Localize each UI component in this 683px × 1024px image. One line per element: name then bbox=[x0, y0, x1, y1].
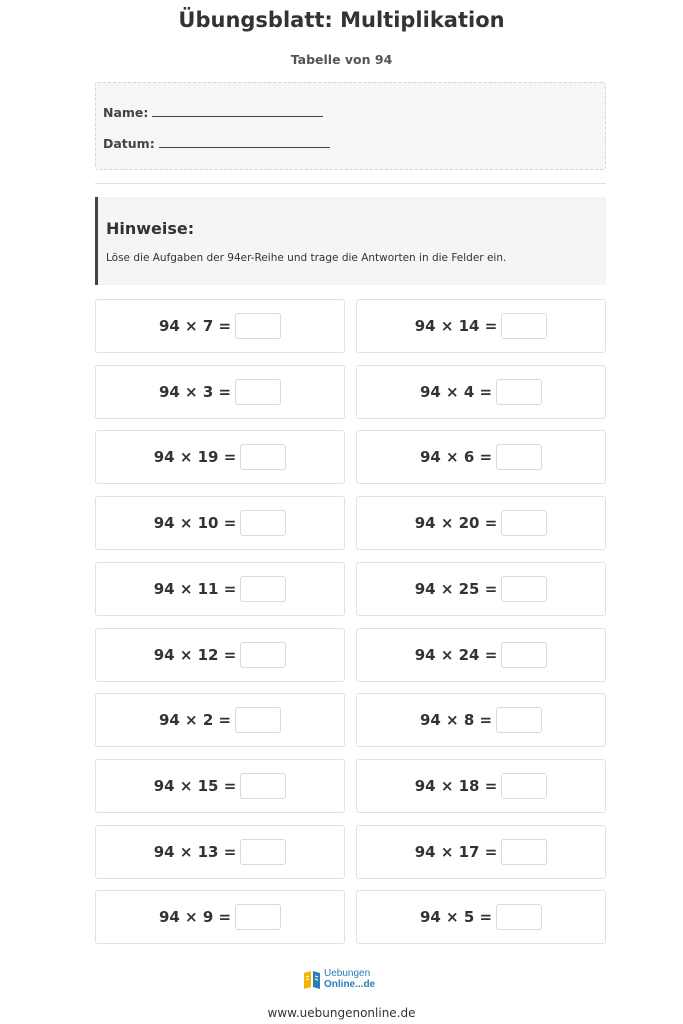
problem-expression: 94 × 10 = bbox=[153, 514, 237, 533]
answer-field[interactable] bbox=[235, 707, 281, 733]
problem-card bbox=[356, 365, 606, 419]
problem-card bbox=[356, 430, 606, 484]
problem-card bbox=[95, 890, 345, 944]
answer-field[interactable] bbox=[501, 313, 547, 339]
problem-expression: 94 × 9 = bbox=[158, 908, 232, 927]
page-title: Übungsblatt: Multiplikation bbox=[178, 8, 505, 32]
problem-expression: 94 × 18 = bbox=[414, 776, 498, 795]
problem-expression: 94 × 11 = bbox=[153, 579, 237, 598]
answer-field[interactable] bbox=[496, 379, 542, 405]
problem-card bbox=[95, 562, 345, 616]
problem-expression: 94 × 25 = bbox=[414, 579, 498, 598]
problem-card bbox=[95, 430, 345, 484]
answer-field[interactable] bbox=[235, 379, 281, 405]
date-label: Datum: bbox=[103, 136, 155, 151]
page-subtitle: Tabelle von 94 bbox=[290, 52, 393, 67]
answer-field[interactable] bbox=[501, 510, 547, 536]
hints-text: Löse die Aufgaben der 94er-Reihe und trage die Antworten in die Felder ein. bbox=[106, 252, 507, 264]
problem-expression: 94 × 13 = bbox=[153, 842, 237, 861]
date-field[interactable] bbox=[159, 136, 330, 148]
answer-field[interactable] bbox=[240, 444, 286, 470]
problem-expression: 94 × 14 = bbox=[414, 317, 498, 335]
problem-card bbox=[95, 759, 345, 813]
problem-card bbox=[95, 825, 345, 879]
logo-text-top: Uebungen bbox=[324, 968, 371, 979]
divider bbox=[95, 183, 606, 184]
problem-card bbox=[356, 825, 606, 879]
answer-field[interactable] bbox=[240, 576, 286, 602]
name-label: Name: bbox=[103, 105, 149, 120]
problem-expression: 94 × 2 = bbox=[158, 711, 232, 730]
answer-field[interactable] bbox=[235, 313, 281, 339]
answer-field[interactable] bbox=[501, 576, 547, 602]
date-row bbox=[103, 136, 330, 151]
problem-card bbox=[95, 693, 345, 747]
answer-field[interactable] bbox=[496, 444, 542, 470]
answer-field[interactable] bbox=[240, 773, 286, 799]
problem-expression: 94 × 8 = bbox=[419, 711, 493, 730]
answer-field[interactable] bbox=[240, 510, 286, 536]
problem-expression: 94 × 24 = bbox=[414, 645, 498, 664]
problem-card bbox=[95, 365, 345, 419]
problem-card bbox=[356, 299, 606, 353]
logo-text-bottom: Online...de bbox=[324, 979, 376, 990]
problem-expression: 94 × 19 = bbox=[153, 448, 237, 467]
problem-expression: 94 × 20 = bbox=[414, 514, 498, 533]
problem-expression: 94 × 12 = bbox=[153, 645, 237, 664]
footer-url[interactable]: www.uebungenonline.de bbox=[267, 1006, 416, 1020]
answer-field[interactable] bbox=[501, 773, 547, 799]
problem-card bbox=[356, 562, 606, 616]
problem-expression: 94 × 17 = bbox=[414, 842, 498, 861]
problem-expression: 94 × 7 = bbox=[158, 317, 232, 335]
logo bbox=[302, 968, 382, 992]
answer-field[interactable] bbox=[240, 839, 286, 865]
problem-card bbox=[356, 693, 606, 747]
student-info-box bbox=[95, 82, 606, 170]
answer-field[interactable] bbox=[501, 839, 547, 865]
hints-title: Hinweise: bbox=[106, 219, 195, 238]
problem-expression: 94 × 4 = bbox=[419, 382, 493, 401]
problem-expression: 94 × 5 = bbox=[419, 908, 493, 927]
name-row bbox=[103, 105, 323, 120]
problem-card bbox=[95, 496, 345, 550]
problem-expression: 94 × 3 = bbox=[158, 382, 232, 401]
problem-card bbox=[356, 890, 606, 944]
problem-card bbox=[95, 299, 345, 353]
answer-field[interactable] bbox=[496, 904, 542, 930]
name-field[interactable] bbox=[152, 105, 323, 117]
answer-field[interactable] bbox=[496, 707, 542, 733]
problem-card bbox=[356, 628, 606, 682]
answer-field[interactable] bbox=[240, 642, 286, 668]
answer-field[interactable] bbox=[235, 904, 281, 930]
problem-card bbox=[356, 496, 606, 550]
problem-card bbox=[356, 759, 606, 813]
answer-field[interactable] bbox=[501, 642, 547, 668]
problem-expression: 94 × 6 = bbox=[419, 448, 493, 467]
hints-box bbox=[95, 197, 606, 285]
problem-card bbox=[95, 628, 345, 682]
book-icon bbox=[302, 968, 322, 990]
problem-expression: 94 × 15 = bbox=[153, 776, 237, 795]
